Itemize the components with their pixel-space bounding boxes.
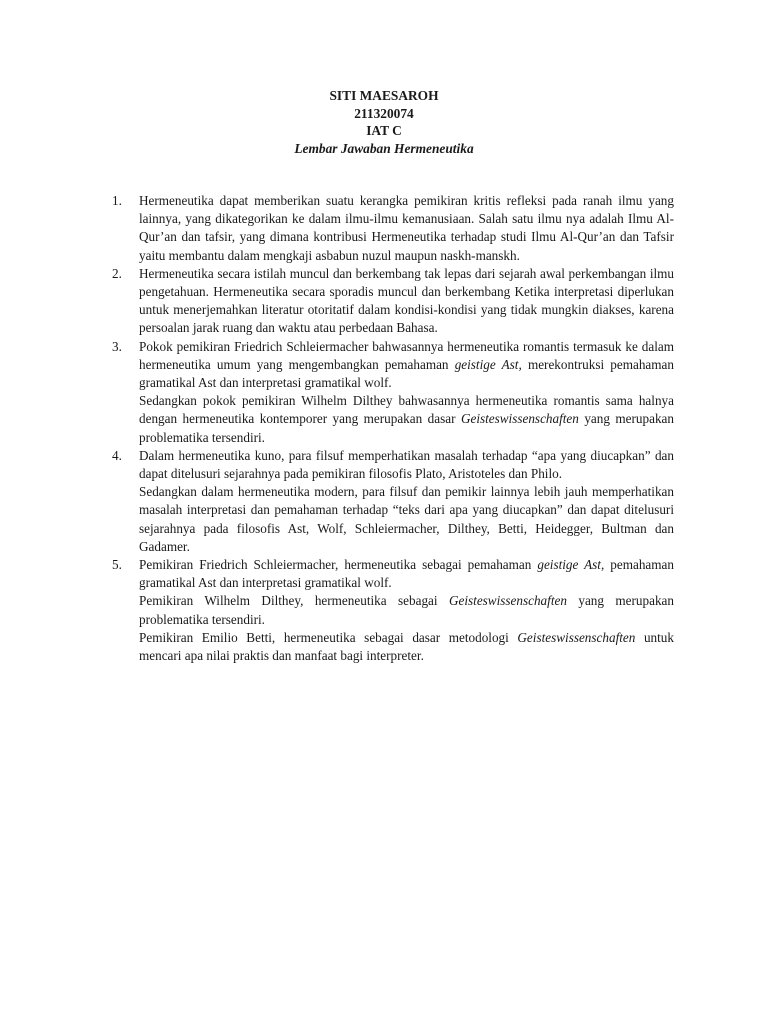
answer-text: pemahaman gramatikal Ast dan interpretasi gramatikal wolf. (139, 557, 674, 591)
italic-term: geistige Ast, (537, 557, 605, 573)
answer-number: 5. (112, 557, 122, 573)
answer-number: 1. (112, 193, 122, 208)
italic-term: geistige Ast, (454, 356, 522, 372)
answer-text: yang merupakan problematika tersendiri. (139, 411, 674, 445)
italic-term: Geisteswissenschaften (448, 593, 567, 609)
answer-text: Sedangkan dalam hermeneutika modern, para filsuf dan pemikir lainnya lebih jauh memperhatikan masalah interpretasi dan pemahaman terhadap “teks dari apa yang diucapkan” dan dapat ditelusuri sejarahnya pada filosofis Ast, Wolf, Schleiermacher, Dilthey, Betti, Heidegger, Bultman dan Gadamer. (139, 484, 674, 554)
answer-number: 4. (112, 447, 122, 463)
answer-text: Pemikiran Wilhelm Dilthey, hermeneutika sebagai (139, 593, 449, 609)
answer-text: yang merupakan problematika tersendiri. (139, 593, 674, 627)
answer-text: Sedangkan pokok pemikiran Wilhelm Dilthey bahwasannya hermeneutika romantis sama halnya dengan hermeneutika kontemporer yang merupakan dasar (139, 393, 674, 427)
answer-paragraph (139, 192, 674, 265)
answer-text: Dalam hermeneutika kuno, para filsuf memperhatikan masalah terhadap “apa yang diucapkan” dan dapat ditelusuri sejarahnya pada pemikiran filosofis Plato, Aristoteles dan Philo. (139, 447, 674, 482)
document-header (0, 87, 768, 157)
answer-item-3 (112, 338, 674, 447)
answer-item-5 (112, 556, 674, 665)
answer-text: Pemikiran Friedrich Schleiermacher, hermeneutika sebagai pemahaman (139, 557, 538, 573)
answer-text: Pemikiran Emilio Betti, hermeneutika sebagai dasar metodologi (139, 629, 518, 645)
answer-number: 3. (112, 338, 122, 354)
answer-text: Hermeneutika secara istilah muncul dan berkembang tak lepas dari sejarah awal perkembangan ilmu pengetahuan. Hermeneutika secara sporadis muncul dan berkembang Ketika interpretasi diperlukan untuk menerjemahkan literatur otoritatif dalam kondisi-kondisi yang tidak mungkin diakses, karena persoalan jarak ruang dan waktu atau perbedaan Bahasa. (139, 265, 674, 336)
answer-paragraph (139, 392, 674, 447)
answer-text: untuk mencari apa nilai praktis dan manfaat bagi interpreter. (139, 629, 674, 664)
answer-number: 2. (112, 265, 122, 281)
answer-item-4 (112, 447, 674, 556)
answer-list (112, 192, 674, 665)
italic-term: Geisteswissenschaften (517, 629, 636, 645)
answer-item-2 (112, 265, 674, 338)
answer-item-1 (112, 192, 674, 265)
answer-paragraph (139, 338, 674, 393)
answer-text: Hermeneutika dapat memberikan suatu kerangka pemikiran kritis refleksi pada ranah ilmu yang lainnya, yang dikategorikan ke dalam ilmu-ilmu kemanusiaan. Salah satu ilmu nya adalah Ilmu Al-Qur’an dan tafsir, yang dimana kontribusi Hermeneutika terhadap studi Ilmu Al-Qur’an dan Tafsir yaitu membantu dalam mengkaji asbabun nuzul maupun naskh-manskh. (139, 193, 674, 263)
answer-paragraph (139, 447, 674, 483)
author-name: SITI MAESAROH (329, 88, 439, 103)
answer-paragraph (139, 265, 674, 338)
answer-text: Pokok pemikiran Friedrich Schleiermacher bahwasannya hermeneutika romantis termasuk ke dalam hermeneutika umum yang mengembangkan pemahaman (139, 338, 674, 372)
answer-paragraph (139, 629, 674, 665)
document-title: Lembar Jawaban Hermeneutika (294, 140, 474, 156)
student-id: 211320074 (354, 105, 414, 121)
answer-paragraph (139, 556, 674, 592)
class-name: IAT C (366, 123, 402, 138)
answer-paragraph (139, 592, 674, 628)
answer-paragraph (139, 483, 674, 556)
italic-term: Geisteswissenschaften (460, 411, 579, 427)
answer-text: merekontruksi pemahaman gramatikal Ast dan interpretasi gramatikal wolf. (139, 356, 674, 391)
